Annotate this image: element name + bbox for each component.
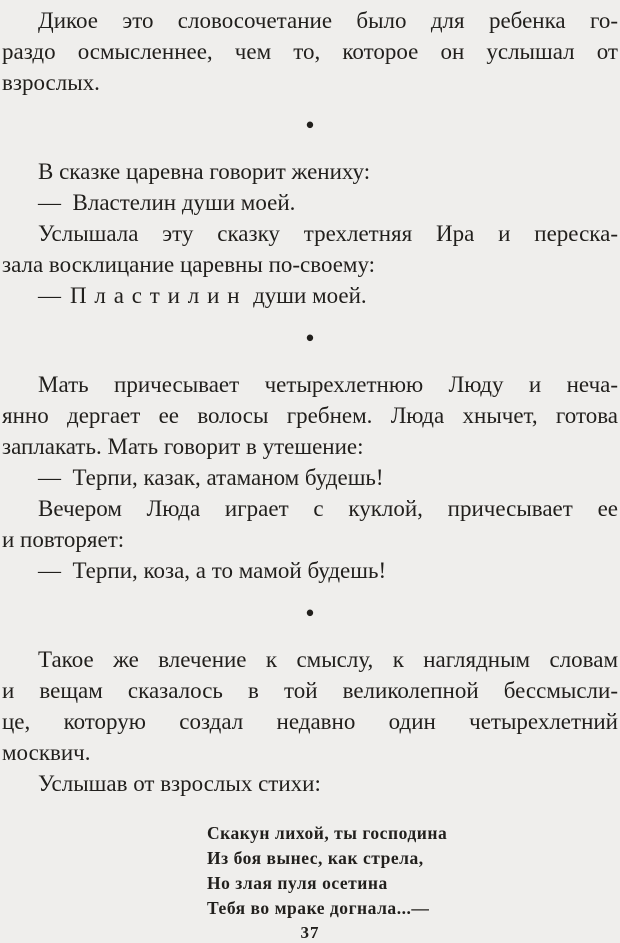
dialogue-line [2,280,618,311]
section-separator-bullet: • [305,110,315,140]
text-line: Услышала эту сказку трехлетняя Ира и переска- [38,221,618,246]
paragraph [2,493,618,555]
text-line: зала восклицание царевны по-своему: [2,252,376,277]
text-line: Услышав от взрослых стихи: [38,771,321,796]
text-line: заплакать. Мать говорит в утешение: [2,434,364,459]
text-line: Мать причесывает четырехлетнюю Люду и неча- [38,372,618,397]
verse-line: Тебя во мраке догнала...— [207,898,430,918]
paragraph [2,369,618,462]
text-line: взрослых. [2,70,100,95]
letterspaced-word: Пластилин [70,283,248,308]
section-separator-bullet: • [305,598,315,628]
em-dash: — [38,283,61,308]
text-line: раздо осмысленнее, чем то, которое он услышал от [2,39,618,64]
verse-line: Скакун лихой, ты господина [207,823,448,843]
text-line: Вечером Люда играет с куклой, причесывает ее [38,496,618,521]
dialogue-line: — Терпи, коза, а то мамой будешь! [38,558,387,583]
text-line: янно дергает ее волосы гребнем. Люда хнычет, готова [2,403,618,428]
page-number: 37 [300,923,320,942]
dialogue-line: — Терпи, казак, атаманом будешь! [38,465,384,490]
text-line: це, которую создал недавно один четырехлетний [2,709,618,734]
verse-line: Из боя вынес, как стрела, [207,848,424,868]
text-line: и повторяет: [2,527,125,552]
text-line: москвич. [2,740,91,765]
dialogue-line: — Властелин души моей. [38,190,296,215]
verse-block [207,821,618,921]
paragraph [2,187,618,218]
paragraph [2,555,618,586]
paragraph [2,644,618,768]
paragraph [2,768,618,799]
paragraph [2,156,618,187]
text-line: Дикое это словосочетание было для ребенка го- [38,8,618,33]
text-line: Такое же влечение к смыслу, к наглядным словам [38,647,618,672]
text-line: и вещам сказалось в той великолепной бессмысли- [2,678,618,703]
section-separator-bullet: • [305,323,315,353]
paragraph [2,462,618,493]
paragraph [2,218,618,280]
verse-line: Но злая пуля осетина [207,873,388,893]
paragraph [2,280,618,311]
dialogue-rest: души моей. [253,283,367,308]
paragraph [2,5,618,98]
text-line: В сказке царевна говорит жениху: [38,159,371,184]
